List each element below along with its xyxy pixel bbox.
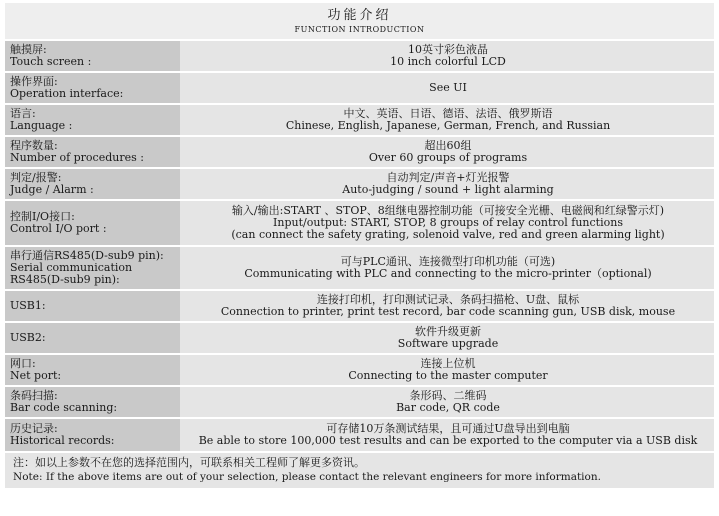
spec-table [5,39,714,453]
spec-value-line: Software upgrade [397,337,499,350]
spec-label-english: Serial communication [10,261,133,274]
spec-value-line: Input/output: START, STOP, 8 groups of relay control functions [273,216,623,229]
spec-value [180,291,714,321]
spec-label-chinese: 历史记录: [10,422,58,435]
title-english: FUNCTION INTRODUCTION [294,25,425,34]
spec-value-line: 可存储10万条测试结果，且可通过U盘导出到电脑 [326,422,570,435]
spec-value [180,323,714,353]
spec-value [180,169,714,199]
spec-label-chinese: 触摸屏: [10,43,47,56]
spec-label-chinese: 网口: [10,357,36,370]
spec-label [5,355,180,385]
spec-row [5,419,714,451]
spec-value-line: 可与PLC通讯、连接微型打印机功能（可选) [340,255,556,268]
spec-value [180,137,714,167]
spec-value-line: See UI [429,81,467,94]
spec-label-chinese: 语言: [10,107,36,120]
spec-row [5,323,714,353]
footnote-english: Note: If the above items are out of your selection, please contact the relevant engineers for more information. [13,471,601,483]
spec-value-line: 软件升级更新 [415,325,481,338]
spec-label [5,419,180,451]
spec-value [180,105,714,135]
spec-label-chinese: 操作界面: [10,75,58,88]
spec-value-line: Chinese, English, Japanese, German, French, and Russian [285,119,611,132]
title-chinese: 功能介绍 [327,8,392,23]
spec-value-line: 中文、英语、日语、德语、法语、俄罗斯语 [343,107,553,120]
spec-label-chinese: 串行通信RS485(D-sub9 pin): [10,249,164,262]
spec-label [5,137,180,167]
spec-row [5,247,714,289]
spec-label [5,387,180,417]
footnote-chinese: 注：如以上参数不在您的选择范围内，可联系相关工程师了解更多资讯。 [13,456,365,469]
spec-row [5,387,714,417]
spec-label-english: Judge / Alarm : [10,183,94,196]
spec-value-line: 自动判定/声音+灯光报警 [386,171,510,184]
title-bar [5,3,714,39]
spec-row [5,291,714,321]
spec-value-line: Connection to printer, print test record, bar code scanning gun, USB disk, mouse [220,305,676,318]
spec-value [180,73,714,103]
spec-row [5,73,714,103]
spec-row [5,201,714,245]
spec-value-line: 条形码、二维码 [409,389,487,402]
spec-label-chinese: 控制I/O接口: [10,210,75,223]
spec-label-english: Language : [10,119,73,132]
spec-label-english: Bar code scanning: [10,401,118,414]
spec-label-english: Touch screen : [10,55,92,68]
spec-value-line: Bar code, QR code [396,401,500,414]
spec-row [5,41,714,71]
spec-label-english: USB2: [10,331,46,344]
spec-value-line: Be able to store 100,000 test results and can be exported to the computer via a USB disk [198,434,698,447]
spec-value [180,419,714,451]
spec-value [180,387,714,417]
spec-label [5,73,180,103]
spec-value-line: 输入/输出:START 、STOP、8组继电器控制功能（可接安全光栅、电磁阀和红绿警示灯) [231,204,665,217]
spec-label-english: Historical records: [10,434,115,447]
spec-value-line: 连接打印机，打印测试记录、条码扫描枪、U盘、鼠标 [316,293,580,306]
spec-label [5,323,180,353]
spec-value [180,247,714,289]
spec-value-line: 10 inch colorful LCD [390,55,506,68]
spec-label-english: Number of procedures : [10,151,144,164]
spec-value-line: Communicating with PLC and connecting to the micro-printer（optional) [244,267,652,280]
spec-value-line: 超出60组 [424,139,472,152]
spec-label [5,105,180,135]
spec-value [180,355,714,385]
spec-label-chinese: 判定/报警: [10,171,62,184]
spec-label-english: Net port: [10,369,62,382]
spec-value-line: 连接上位机 [420,357,476,370]
spec-value-line: Connecting to the master computer [348,369,548,382]
spec-value [180,201,714,245]
spec-row [5,137,714,167]
spec-row [5,105,714,135]
spec-label [5,201,180,245]
spec-row [5,169,714,199]
spec-label [5,291,180,321]
footnote [5,453,714,488]
spec-label-english-2: RS485(D-sub9 pin): [10,273,120,286]
spec-label-english: Control I/O port : [10,222,107,235]
spec-value-line: Auto-judging / sound + light alarming [342,183,554,196]
spec-value-line: Over 60 groups of programs [368,151,528,164]
spec-label-english: USB1: [10,299,46,312]
spec-row [5,355,714,385]
spec-label [5,247,180,289]
spec-value [180,41,714,71]
spec-label-chinese: 程序数量: [10,139,58,152]
spec-label-english: Operation interface: [10,87,124,100]
spec-value-line: 10英寸彩色液晶 [408,43,488,56]
spec-value-line: (can connect the safety grating, solenoid valve, red and green alarming light) [231,228,665,241]
spec-label-chinese: 条码扫描: [10,389,58,402]
spec-label [5,41,180,71]
spec-label [5,169,180,199]
